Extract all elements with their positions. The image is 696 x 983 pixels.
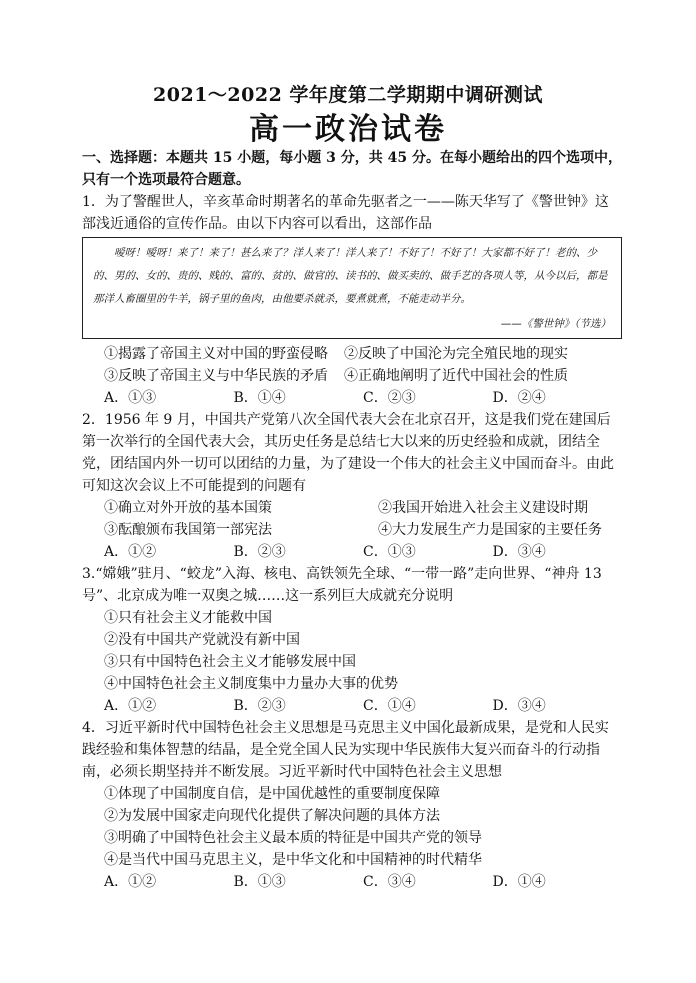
question-4-stem: 4．习近平新时代中国特色社会主义思想是马克思主义中国化最新成果，是党和人民实践经验和集体智慧的结晶，是全党全国人民为实现中华民族伟大复兴而奋斗的行动指南，必须长期坚持并不断发展。习近平新时代中国特色社会主义思想 [82, 720, 609, 780]
exam-subject-title: 高一政治试卷 [249, 112, 447, 147]
section-instructions-emphasis: 四个选项中 [537, 150, 608, 166]
question-1-choice-d: D．②④ [492, 390, 546, 406]
question-4-choice-d: D．①④ [492, 874, 546, 890]
question-2-choices [82, 541, 622, 563]
question-4-option-4: ④是当代中国马克思主义，是中华文化和中国精神的时代精华 [104, 852, 482, 868]
section-instructions [82, 147, 622, 191]
question-4-option-3: ③明确了中国特色社会主义最本质的特征是中国共产党的领导 [104, 830, 482, 846]
question-1-options-row-1 [82, 343, 622, 365]
question-4-choices [82, 871, 622, 893]
question-2-choice-a: A．①② [104, 544, 157, 560]
question-3-choice-b: B．②③ [233, 698, 286, 714]
question-3-option-1: ①只有社会主义才能救中国 [104, 610, 272, 626]
question-3-stem: 3.“嫦娥”驻月、“蛟龙”入海、核电、高铁领先全球、“一带一路”走向世界、“神舟 13 号”、北京成为唯一双奥之城……这一系列巨大成就充分说明 [82, 566, 602, 604]
question-2-option-3: ③酝酿颁布我国第一部宪法 [104, 522, 272, 538]
question-1-option-2: ②反映了中国沦为完全殖民地的现实 [344, 346, 568, 362]
question-4-choice-a: A．①② [104, 874, 157, 890]
question-2-option-2: ②我国开始进入社会主义建设时期 [378, 500, 588, 516]
question-2-choice-c: C．①③ [363, 544, 416, 560]
question-1-option-3: ③反映了帝国主义与中华民族的矛盾 [104, 368, 328, 384]
question-1-choice-b: B．①④ [233, 390, 286, 406]
question-1-option-4: ④正确地阐明了近代中国社会的性质 [344, 368, 568, 384]
question-2-choice-d: D．③④ [492, 544, 546, 560]
question-3-choices [82, 695, 622, 717]
exam-header-title: 2021～2022 学年度第二学期期中调研测试 [153, 84, 543, 106]
question-1-stem: 1．为了警醒世人，辛亥革命时期著名的革命先驱者之一——陈天华写了《警世钟》这部浅近通俗的宣传作品。由以下内容可以看出，这部作品 [82, 194, 609, 232]
question-3-choice-a: A．①② [104, 698, 157, 714]
question-1-options-row-2 [82, 365, 622, 387]
question-1-quote-source: ——《警世钟》（节选） [500, 318, 611, 330]
question-4-option-2: ②为发展中国家走向现代化提供了解决问题的具体方法 [104, 808, 440, 824]
question-1-quote-box [82, 237, 622, 339]
question-3-option-2: ②没有中国共产党就没有新中国 [104, 632, 300, 648]
question-1-quote: 嗳呀！嗳呀！来了！来了！甚么来了？洋人来了！洋人来了！不好了！不好了！大家都不好了！老的、少的、男的、女的、贵的、贱的、富的、贫的、做官的、读书的、做买卖的、做手艺的各项人等，从今以后，都是那洋人畜圈里的牛羊，锅子里的鱼肉，由他要杀就杀，要煮就煮，不能走动半分。 [93, 247, 608, 305]
question-1-choice-a: A．①③ [104, 390, 157, 406]
exam-content [82, 147, 622, 893]
section-instructions-prefix: 一、选择题：本题共 15 小题，每小题 3 分，共 45 分。在每小题给出的 [82, 150, 538, 166]
question-1-choice-c: C．②③ [363, 390, 416, 406]
section-instructions-suffix: ，只有一个选项最符合题意。 [82, 150, 622, 188]
question-1-option-1: ①揭露了帝国主义对中国的野蛮侵略 [104, 346, 328, 362]
question-2-options-row-1 [82, 497, 622, 519]
question-3-option-4: ④中国特色社会主义制度集中力量办大事的优势 [104, 676, 398, 692]
question-3-option-3: ③只有中国特色社会主义才能够发展中国 [104, 654, 356, 670]
question-2-option-4: ④大力发展生产力是国家的主要任务 [378, 522, 602, 538]
question-4-option-1: ①体现了中国制度自信，是中国优越性的重要制度保障 [104, 786, 440, 802]
question-4-choice-c: C．③④ [363, 874, 416, 890]
question-2-option-1: ①确立对外开放的基本国策 [104, 500, 272, 516]
question-2-options-row-2 [82, 519, 622, 541]
question-4-choice-b: B．①③ [233, 874, 286, 890]
question-2-choice-b: B．②③ [233, 544, 286, 560]
question-3-choice-d: D．③④ [492, 698, 546, 714]
question-2-stem: 2．1956 年 9 月，中国共产党第八次全国代表大会在北京召开，这是我们党在建国后第一次举行的全国代表大会，其历史任务是总结七大以来的历史经验和成就，团结全党，团结国内外一切可以团结的力量，为了建设一个伟大的社会主义中国而奋斗。由此可知这次会议上不可能提到的问题有 [82, 412, 614, 494]
question-1-choices [82, 387, 622, 409]
question-3-choice-c: C．①④ [363, 698, 416, 714]
